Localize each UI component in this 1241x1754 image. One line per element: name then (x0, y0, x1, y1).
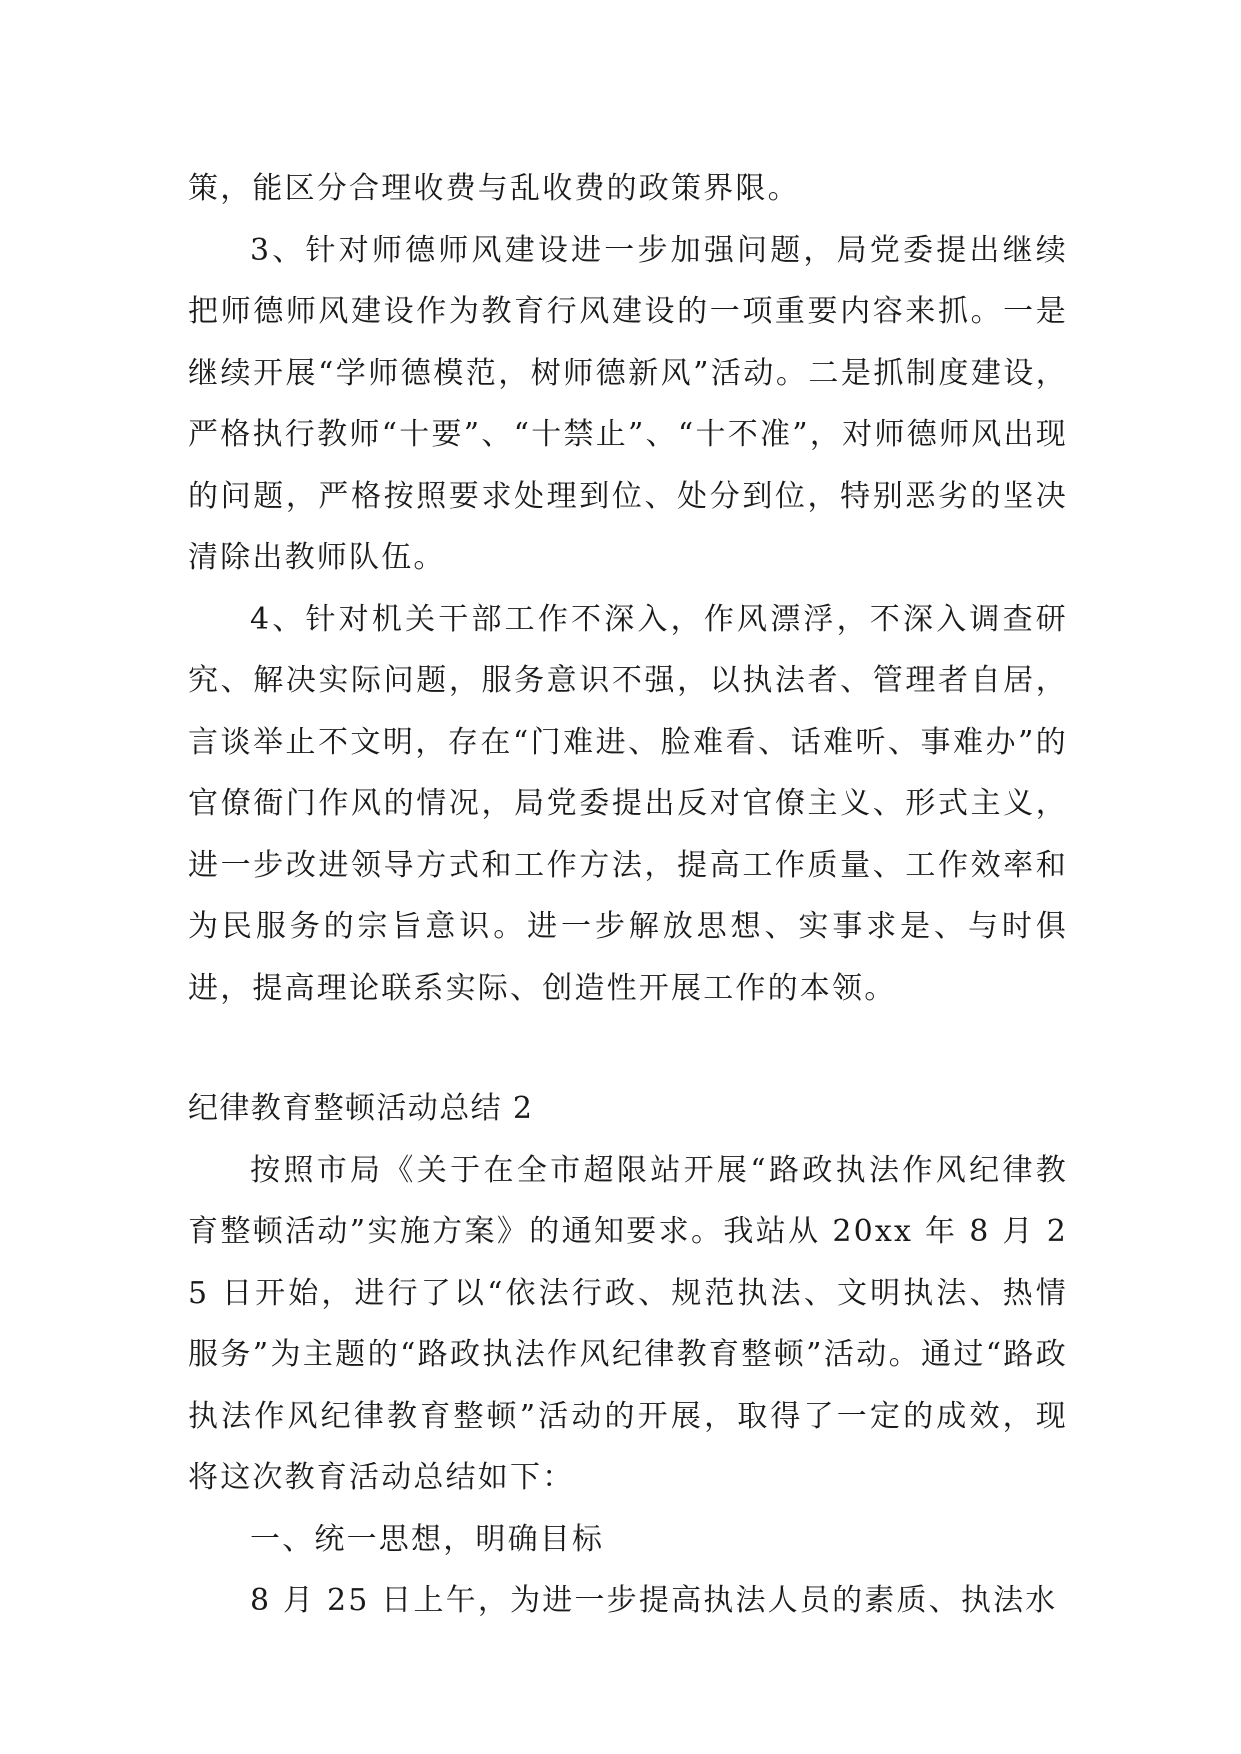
subheading-one: 一、统一思想，明确目标 (250, 1521, 605, 1557)
paragraph-intro: 按照市局《关于在全市超限站开展“路政执法作风纪律教育整顿活动”实施方案》的通知要求。我站从 20xx 年 8 月 25 日开始，进行了以“依法行政、规范执法、文明执法、热情服务”为主题的“路政执法作风纪律教育整顿”活动。通过“路政执法作风纪律教育整顿”活动的开展，取得了一定的成效，现将这次教育活动总结如下： (188, 1152, 1068, 1495)
paragraph-point-4: 4、针对机关干部工作不深入，作风漂浮，不深入调查研究、解决实际问题，服务意识不强，以执法者、管理者自居，言谈举止不文明，存在“门难进、脸难看、话难听、事难办”的官僚衙门作风的情况，局党委提出反对官僚主义、形式主义，进一步改进领导方式和工作方法，提高工作质量、工作效率和为民服务的宗旨意识。进一步解放思想、实事求是、与时俱进，提高理论联系实际、创造性开展工作的本领。 (188, 601, 1068, 1006)
paragraph-continuation: 策，能区分合理收费与乱收费的政策界限。 (188, 171, 800, 206)
paragraph-aug25: 8 月 25 日上午，为进一步提高执法人员的素质、执法水 (250, 1583, 1058, 1618)
document-body (188, 158, 1068, 1632)
section-heading: 纪律教育整顿活动总结 2 (188, 1091, 534, 1126)
paragraph-point-3: 3、针对师德师风建设进一步加强问题，局党委提出继续把师德师风建设作为教育行风建设的一项重要内容来抓。一是继续开展“学师德模范，树师德新风”活动。二是抓制度建设，严格执行教师“十要”、“十禁止”、“十不准”，对师德师风出现的问题，严格按照要求处理到位、处分到位，特别恶劣的坚决清除出教师队伍。 (188, 232, 1068, 575)
